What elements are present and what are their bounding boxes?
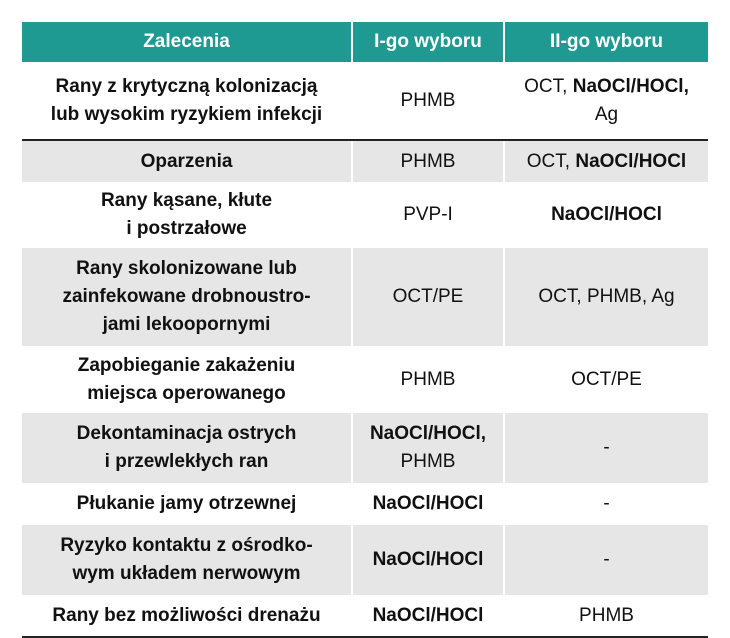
second-choice-cell: PHMB xyxy=(504,595,708,637)
table-row xyxy=(22,248,708,346)
recommendation-cell: Rany z krytyczną kolonizacją lub wysokim ryzykiem infekcji xyxy=(22,62,352,140)
header-recommendations: Zalecenia xyxy=(22,22,352,62)
table-row xyxy=(22,182,708,248)
table-row xyxy=(22,525,708,595)
second-choice-cell: NaOCl/HOCl xyxy=(504,182,708,248)
first-choice-cell: PHMB xyxy=(352,140,504,182)
first-choice-cell: NaOCl/HOCl xyxy=(352,525,504,595)
recommendations-table xyxy=(22,22,708,638)
second-choice-cell: OCT, NaOCl/HOCl xyxy=(504,140,708,182)
recommendation-cell: Zapobieganie zakażeniu miejsca operowanego xyxy=(77,354,296,404)
first-choice-cell: NaOCl/HOCl xyxy=(352,483,504,525)
table-row xyxy=(22,346,708,413)
second-choice-cell: - xyxy=(504,525,708,595)
table-row xyxy=(22,413,708,483)
header-second-choice: II-go wyboru xyxy=(504,22,708,62)
recommendation-cell: Rany skolonizowane lub zainfekowane drobnoustro- jami lekoopornymi xyxy=(22,248,352,346)
first-choice-cell: PVP-I xyxy=(352,182,504,248)
recommendation-cell: Ryzyko kontaktu z ośrodko- wym układem nerwowym xyxy=(22,525,352,595)
table-row xyxy=(22,140,708,182)
first-choice-cell: OCT/PE xyxy=(352,248,504,346)
recommendation-cell: Rany kąsane, kłute i postrzałowe xyxy=(100,190,273,239)
table-row xyxy=(22,483,708,525)
first-choice-cell: PHMB xyxy=(352,62,504,140)
table-row xyxy=(22,62,708,140)
header-first-choice: I-go wyboru xyxy=(352,22,504,62)
recommendation-cell: Dekontaminacja ostrych i przewlekłych ran xyxy=(22,413,352,483)
second-choice-cell: OCT/PE xyxy=(504,346,708,413)
recommendation-cell: Rany bez możliwości drenażu xyxy=(22,595,352,637)
second-choice-cell: - xyxy=(504,483,708,525)
second-choice-cell: OCT, NaOCl/HOCl, Ag xyxy=(504,62,708,140)
first-choice-cell: PHMB xyxy=(352,346,504,413)
first-choice-cell: NaOCl/HOCl, PHMB xyxy=(352,413,504,483)
recommendation-cell: Płukanie jamy otrzewnej xyxy=(76,493,297,514)
header-row xyxy=(22,22,708,62)
table-row xyxy=(22,595,708,637)
recommendation-cell: Oparzenia xyxy=(22,140,352,182)
second-choice-cell: - xyxy=(504,413,708,483)
second-choice-cell: OCT, PHMB, Ag xyxy=(504,248,708,346)
first-choice-cell: NaOCl/HOCl xyxy=(352,595,504,637)
